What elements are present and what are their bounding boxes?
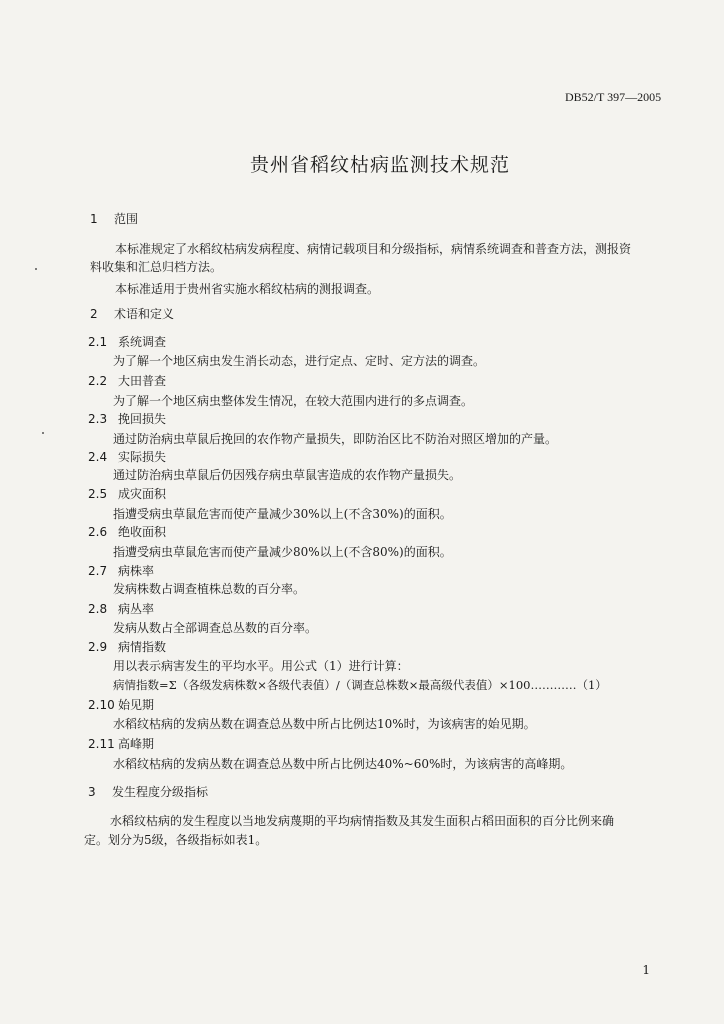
paragraph-line: 料收集和汇总归档方法。: [90, 260, 223, 274]
term-definition: 为了解一个地区病虫发生消长动态，进行定点、定时、定方法的调查。: [113, 354, 486, 368]
term-definition: 指遭受病虫草鼠危害而使产量减少80%以上(不含80%)的面积。: [113, 545, 452, 559]
term-definition: 指遭受病虫草鼠危害而使产量减少30%以上(不含30%)的面积。: [113, 507, 452, 521]
scan-speck: [35, 268, 37, 270]
section-number: 2: [90, 307, 98, 321]
term-heading: 2.6 绝收面积: [88, 525, 167, 539]
term-heading: 2.11 高峰期: [88, 737, 155, 751]
document-title: 贵州省稻纹枯病监测技术规范: [250, 154, 511, 176]
section-title: 发生程度分级指标: [112, 785, 209, 799]
section-number: 1: [90, 212, 98, 226]
term-definition: 水稻纹枯病的发病丛数在调查总丛数中所占比例达40%~60%时，为该病害的高峰期。: [113, 757, 573, 771]
term-definition: 发病从数占全部调查总丛数的百分率。: [113, 621, 318, 635]
term-definition: 发病株数占调查植株总数的百分率。: [113, 582, 306, 596]
term-definition: 水稻纹枯病的发病丛数在调查总丛数中所占比例达10%时，为该病害的始见期。: [113, 717, 536, 731]
section-title: 范围: [114, 212, 139, 226]
page-number: 1: [642, 963, 650, 977]
scan-speck: [42, 432, 44, 434]
term-heading: 2.4 实际损失: [88, 450, 167, 464]
standard-number: DB52/T 397—2005: [565, 90, 662, 104]
term-definition: 通过防治病虫草鼠后仍因残存病虫草鼠害造成的农作物产量损失。: [113, 468, 462, 482]
term-definition: 通过防治病虫草鼠后挽回的农作物产量损失，即防治区比不防治对照区增加的产量。: [113, 432, 558, 446]
term-heading: 2.10 始见期: [88, 698, 155, 712]
paragraph-line: 本标准规定了水稻纹枯病发病程度、病情记载项目和分级指标，病情系统调查和普查方法，测报资: [115, 242, 632, 256]
paragraph-line: 本标准适用于贵州省实施水稻纹枯病的测报调查。: [115, 282, 380, 296]
section-2-heading: [90, 305, 174, 322]
term-definition: 为了解一个地区病虫整体发生情况，在较大范围内进行的多点调查。: [113, 394, 474, 408]
section-3-heading: [88, 783, 208, 800]
term-definition: 用以表示病害发生的平均水平。用公式（1）进行计算：: [113, 659, 409, 673]
term-heading: 2.9 病情指数: [88, 640, 167, 654]
term-heading: 2.5 成灾面积: [88, 487, 167, 501]
paragraph-line: 定。划分为5级，各级指标如表1。: [84, 833, 268, 847]
section-1-heading: [90, 210, 138, 227]
formula: 病情指数=Σ（各级发病株数×各级代表值）/（调查总株数×最高级代表值）×100…………（1）: [113, 678, 607, 692]
term-heading: 2.8 病丛率: [88, 602, 155, 616]
section-title: 术语和定义: [114, 307, 175, 321]
paragraph-line: 水稻纹枯病的发生程度以当地发病蔑期的平均病情指数及其发生面积占稻田面积的百分比例来确: [110, 814, 615, 828]
term-heading: 2.3 挽回损失: [88, 412, 167, 426]
term-heading: 2.2 大田普查: [88, 374, 167, 388]
section-number: 3: [88, 785, 96, 799]
term-heading: 2.1 系统调查: [88, 335, 167, 349]
term-heading: 2.7 病株率: [88, 564, 155, 578]
